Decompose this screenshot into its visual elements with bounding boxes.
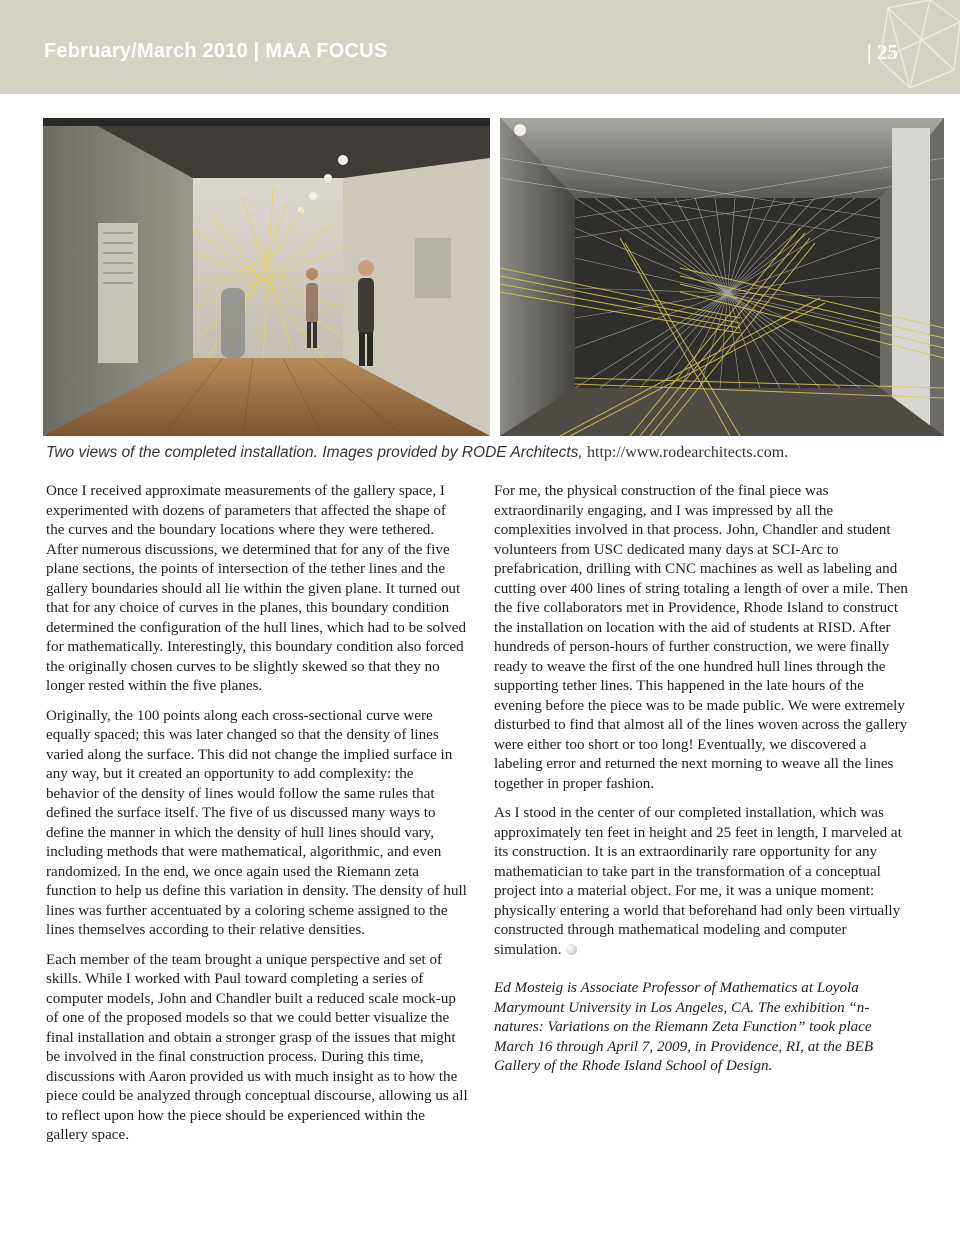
- gallery-photo-right: [500, 118, 944, 436]
- paragraph: Originally, the 100 points along each cross-sectional curve were equally spaced; this was later changed so that the density of lines varied along the surface. This did not change the implied surface in any way, but it created an opportunity to add complexity: the behavior of the density of lines would follow the same rules that defined the surface itself. The five of us discussed many ways to define the manner in which the density of hull lines should vary, including methods that were mathematical, algorithmic, and even randomized. In the end, we once again used the Riemann zeta function to help us define this variation in density. The density of hull lines was further accentuated by a coloring scheme assigned to the lines themselves according to their relative densities.: [46, 707, 467, 938]
- paragraph: Once I received approximate measurements of the gallery space, I experimented with dozens of parameters that affected the shape of the curves and the boundary locations where they were tethered. After numerous discussions, we determined that for any of the five plane sections, the points of intersection of the tether lines and the gallery boundaries should all lie within the given plane. It turned out that for any choice of curves in the planes, this boundary condition determined the configuration of the hull lines, which had to be solved for mathematically. Interestingly, this boundary condition also forced the originally chosen curves to be slightly skewed so that they no longer rested within the five planes.: [46, 483, 467, 694]
- page-number: | 25: [867, 40, 898, 64]
- end-of-article-icon: [566, 944, 577, 955]
- geometric-decoration-icon: [870, 0, 960, 94]
- paragraph: For me, the physical construction of the final piece was extraordinarily engaging, and I was impressed by all the complexities involved in that process. John, Chandler and student volunteers from USC dedicated many days at SCI-Arc to prefabrication, drilling with CNC machines as well as labeling and cutting over 400 lines of string totaling a length of over a mile. Then the five collaborators met in Providence, Rhode Island to construct the installation on location with the aid of students at RISD. After hundreds of person-hours of further construction, we were finally ready to weave the first of the one hundred hull lines through the supporting tether lines. This happened in the late hours of the evening before the piece was to be made public. We were extremely disturbed to find that almost all of the lines woven across the gallery were either too short or too long! Eventually, we discovered a labeling error and returned the next morning to weave all the lines together in proper fashion.: [494, 483, 908, 792]
- article-column-left: [46, 482, 468, 1156]
- paragraph: Each member of the team brought a unique perspective and set of skills. While I worked with Paul toward completing a series of computer models, John and Chandler built a reduced scale mock-up of one of the proposed models so that we could better visualize the final installation and obtain a stronger grasp of the issues that might be involved in the final construction process. During this time, discussions with Aaron provided us with much insight as to how the piece could be analyzed through conceptual discourse, allowing us all to reflect upon how the piece should be experienced within the gallery space.: [46, 951, 468, 1143]
- paragraph-text: As I stood in the center of our completed installation, which was approximately ten feet in height and 25 feet in length, I marveled at its construction. It is an extraordinarily rare opportunity for any mathematician to take part in the transformation of a conceptual project into a material object. For me, it was a unique moment: physically entering a world that beforehand had only been virtually constructed through mathematical modeling and computer simulation.: [494, 805, 902, 958]
- figure-caption: [46, 444, 926, 462]
- gallery-closeup-view-image: [500, 118, 944, 436]
- issue-title: February/March 2010 | MAA FOCUS: [44, 40, 388, 62]
- caption-text: Two views of the completed installation. Images provided by RODE Architects,: [46, 444, 583, 461]
- paragraph-with-end-mark: [494, 804, 912, 960]
- page-header: [0, 0, 960, 94]
- gallery-photo-left: [43, 118, 490, 436]
- author-bio: Ed Mosteig is Associate Professor of Mathematics at Loyola Marymount University in Los Angeles, CA. The exhibition “n-natures: Variations on the Riemann Zeta Function” took place March 16 through April 7, 2009, in Providence, RI, at the BEB Gallery of the Rhode Island School of Design.: [494, 980, 874, 1074]
- gallery-wide-view-image: [43, 118, 490, 436]
- article-column-right: [494, 482, 912, 1087]
- caption-url-link[interactable]: http://www.rodearchitects.com.: [587, 444, 789, 461]
